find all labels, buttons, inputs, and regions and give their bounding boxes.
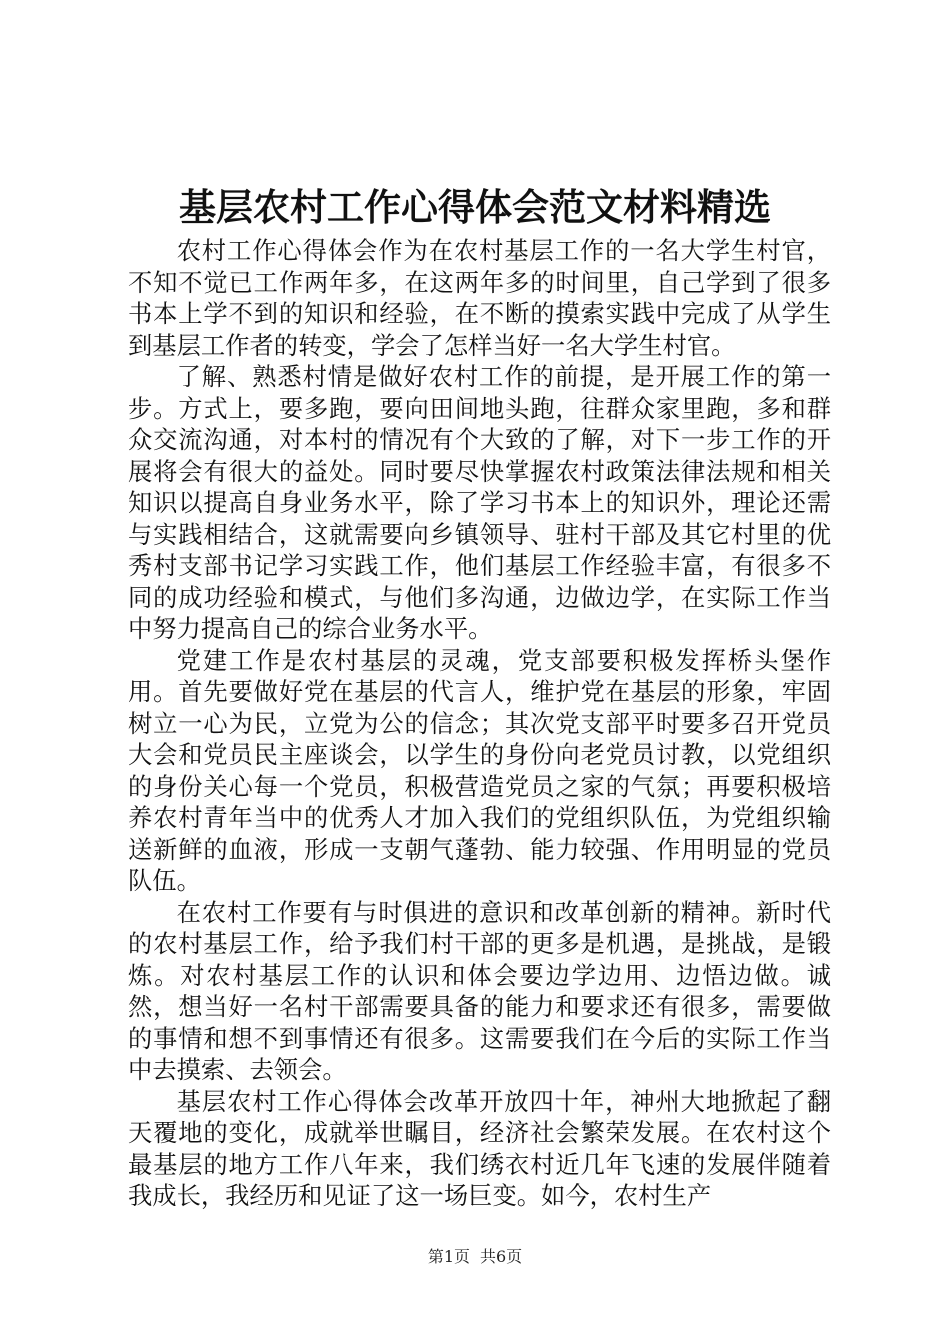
- paragraph: 党建工作是农村基层的灵魂，党支部要积极发挥桥头堡作用。首先要做好党在基层的代言人，维护党在基层的形象，牢固树立一心为民，立党为公的信念；其次党支部平时要多召开党员大会和党员民主座谈会，以学生的身份向老党员讨教，以党组织的身份关心每一个党员，积极营造党员之家的气氛；再要积极培养农村青年当中的优秀人才加入我们的党组织队伍，为党组织输送新鲜的血液，形成一支朝气蓬勃、能力较强、作用明显的党员队伍。: [128, 645, 831, 895]
- paragraph: 了解、熟悉村情是做好农村工作的前提，是开展工作的第一步。方式上，要多跑，要向田间地头跑，往群众家里跑，多和群众交流沟通，对本村的情况有个大致的了解，对下一步工作的开展将会有很大的益处。同时要尽快掌握农村政策法律法规和相关知识以提高自身业务水平，除了学习书本上的知识外，理论还需与实践相结合，这就需要向乡镇领导、驻村干部及其它村里的优秀村支部书记学习实践工作，他们基层工作经验丰富，有很多不同的成功经验和模式，与他们多沟通，边做边学，在实际工作当中努力提高自己的综合业务水平。: [128, 362, 831, 643]
- paragraph: 基层农村工作心得体会改革开放四十年，神州大地掀起了翻天覆地的变化，成就举世瞩目，经济社会繁荣发展。在农村这个最基层的地方工作八年来，我们绣衣村近几年飞速的发展伴随着我成长，我经历和见证了这一场巨变。如今，农村生产: [128, 1086, 831, 1210]
- paragraph: 在农村工作要有与时俱进的意识和改革创新的精神。新时代的农村基层工作，给予我们村干部的更多是机遇，是挑战，是锻炼。对农村基层工作的认识和体会要边学边用、边悟边做。诚然，想当好一名村干部需要具备的能力和要求还有很多，需要做的事情和想不到事情还有很多。这需要我们在今后的实际工作当中去摸索、去领会。: [128, 897, 831, 1084]
- page-footer: [0, 1246, 950, 1268]
- page-total: 共6页: [480, 1247, 523, 1266]
- page-number: 第1页: [427, 1247, 470, 1266]
- document-title: 基层农村工作心得体会范文材料精选: [179, 185, 771, 229]
- paragraph: 农村工作心得体会作为在农村基层工作的一名大学生村官，不知不觉已工作两年多，在这两年多的时间里，自己学到了很多书本上学不到的知识和经验，在不断的摸索实践中完成了从学生到基层工作者的转变，学会了怎样当好一名大学生村官。: [128, 236, 831, 360]
- document-body: [128, 235, 831, 1212]
